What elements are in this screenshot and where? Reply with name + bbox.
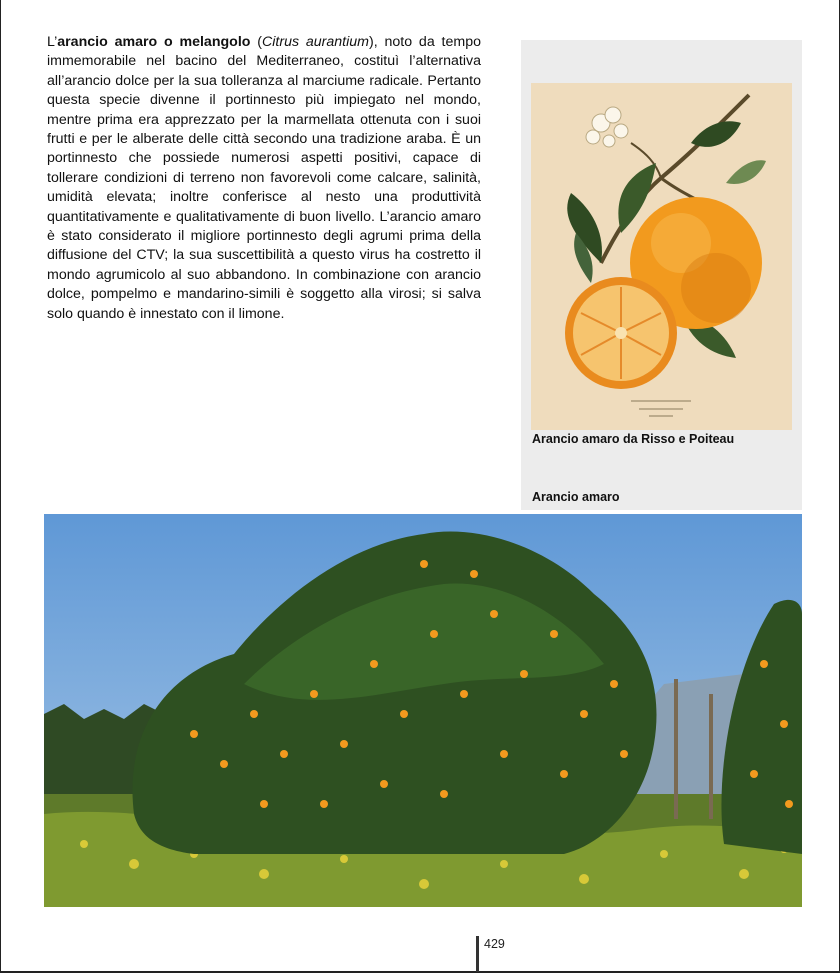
orchard-photo [44, 514, 802, 907]
lead-bold-term: arancio amaro o melangolo [57, 34, 251, 50]
article-body: ), noto da tempo immemorabile nel bacino del Mediterraneo, costituì l’alternativa all’arancio dolce per la sua tolleranza al marciume radicale. Pertanto questa specie divenne il portinnesto più impiegato nel mondo, mentre prima era apprezzato per la marmellata ottenuta con i suoi frutti e per le alberate delle città secondo una tradizione araba. È un portinnesto che possiede numerosi aspetti positivi, capace di tollerare condizioni di terreno non favorevoli come calcare, salinità, umidità elevata; inoltre conferisce al nesto una produttività quantitativamente e qualitativamente di buon livello. L’arancio amaro è stato considerato il migliore portinnesto degli agrumi prima della diffusione del CTV; la sua suscettibilità a questo virus ha costretto il mondo agrumicolo al suo abbandono. In combinazione con arancio dolce, pompelmo e mandarino-simili è soggetto alla virosi; si salva solo quando è innestato con il limone. [47, 34, 481, 322]
botanical-illustration [531, 83, 792, 430]
article-paragraph [47, 33, 481, 324]
lead-paren: ( [250, 34, 262, 50]
page-number: 429 [476, 936, 505, 972]
bitter-orange-drawing [531, 83, 792, 430]
orange-tree-scene [44, 514, 802, 907]
illustration-panel [521, 40, 802, 510]
illustration-caption: Arancio amaro da Risso e Poiteau [532, 432, 735, 446]
lead-plain: L’ [47, 34, 58, 50]
species-name: Citrus aurantium [262, 34, 369, 50]
photo-caption: Arancio amaro [532, 490, 620, 504]
